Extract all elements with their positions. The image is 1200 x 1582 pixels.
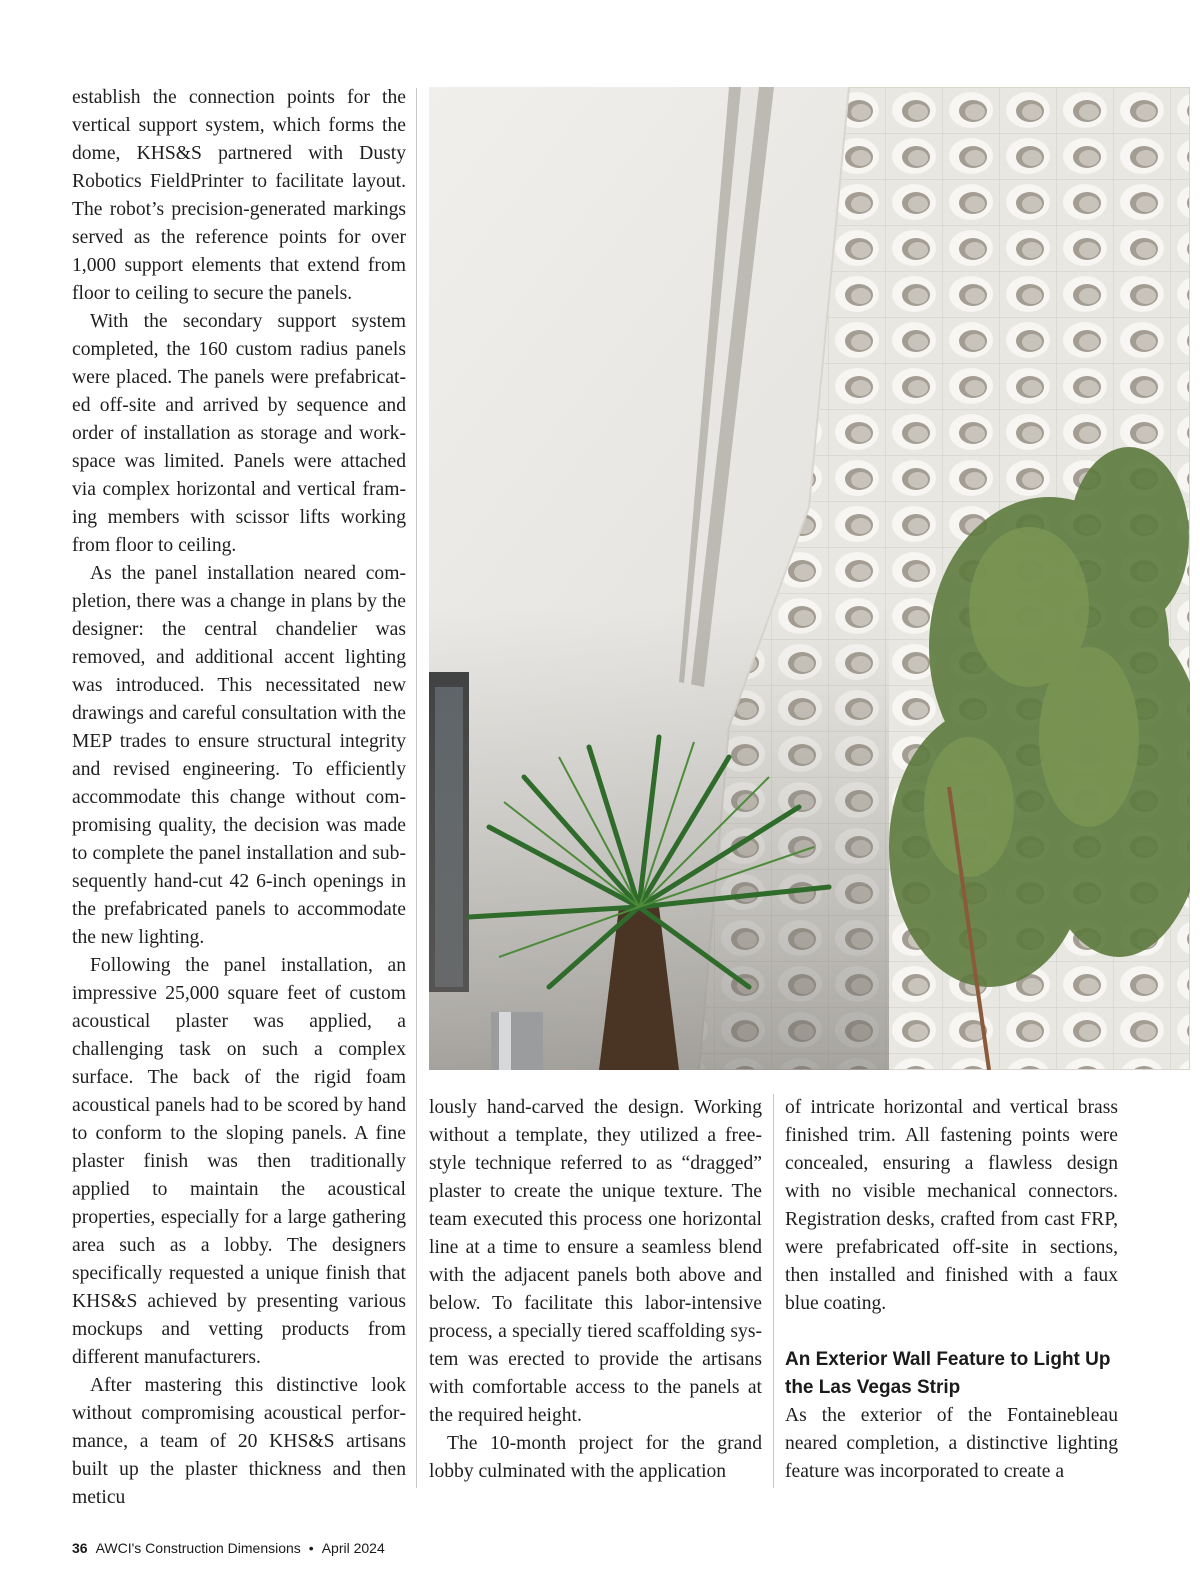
body-paragraph: With the secondary support system completed, the 160 custom radius panels were placed. The panels were prefabricated off-site and arrived by sequence and order of installation as storage and workspace was limited. Panels were attached via complex horizontal and vertical framing members with scissor lifts working from floor to ceiling. [72, 311, 406, 556]
issue-date: April 2024 [321, 1540, 385, 1556]
body-paragraph: As the exterior of the Fontainebleau neared completion, a distinctive lighting feature was incorporated to create a [785, 1405, 1118, 1482]
body-paragraph: establish the connection points for the vertical support system, which forms the dome, KHS&S partnered with Dusty Robotics FieldPrinter to facilitate layout. The robot’s precision-generated markings served as the reference points for over 1,000 support elements that extend from floor to ceiling to secure the panels. [72, 87, 406, 304]
publication-name: AWCI's Construction Dimensions [95, 1540, 301, 1556]
text-column-2 [429, 1094, 762, 1486]
footer-separator: • [308, 1540, 314, 1556]
body-paragraph: As the panel installation neared completion, there was a change in plans by the designer: the central chandelier was removed, and additional accent lighting was introduced. This necessitated new drawings and careful consultation with the MEP trades to ensure structural integrity and revised engineering. To efficiently accommodate this change without compromising quality, the decision was made to complete the panel installation and subsequently hand-cut 42 6-inch openings in the prefabricated panels to accommodate the new lighting. [72, 563, 406, 948]
body-paragraph: The 10-month project for the grand lobby culminated with the application [429, 1433, 762, 1482]
page-number: 36 [72, 1540, 88, 1556]
column-divider [773, 1094, 774, 1488]
page-footer [72, 1540, 385, 1556]
body-paragraph: lously hand-carved the design. Working without a template, they utilized a freestyle technique referred to as “dragged” plaster to create the unique texture. The team executed this process one horizontal line at a time to ensure a seamless blend with the adjacent panels both above and below. To facilitate this labor-intensive process, a specially tiered scaffolding system was erected to provide the artisans with comfortable access to the panels at the required height. [429, 1097, 762, 1426]
column-divider [416, 88, 417, 1488]
body-paragraph: Following the panel installation, an impressive 25,000 square feet of custom acoustical plaster was applied, a challenging task on such a complex surface. The back of the rigid foam acoustical panels had to be scored by hand to conform to the sloping panels. A fine plaster finish was then traditionally applied to maintain the acoustical properties, especially for a large gathering area such as a lobby. The designers specifically requested a unique finish that KHS&S achieved by presenting various mockups and vetting products from different manufacturers. [72, 955, 406, 1368]
text-column-3 [785, 1094, 1118, 1486]
text-column-1 [72, 84, 406, 1512]
body-paragraph: of intricate horizontal and vertical brass finished trim. All fastening points were concealed, ensuring a flawless design with no visible mechanical connectors. Registration desks, crafted from cast FRP, were prefabricated off-site in sections, then installed and finished with a faux blue coating. [785, 1097, 1118, 1314]
lobby-wall-photo [429, 87, 1190, 1070]
body-paragraph: After mastering this distinctive look without compromising acoustical performance, a team of 20 KHS&S artisans built up the plaster thickness and then meticu [72, 1375, 406, 1508]
section-subhead: An Exterior Wall Feature to Light Up the Las Vegas Strip [785, 1349, 1111, 1398]
